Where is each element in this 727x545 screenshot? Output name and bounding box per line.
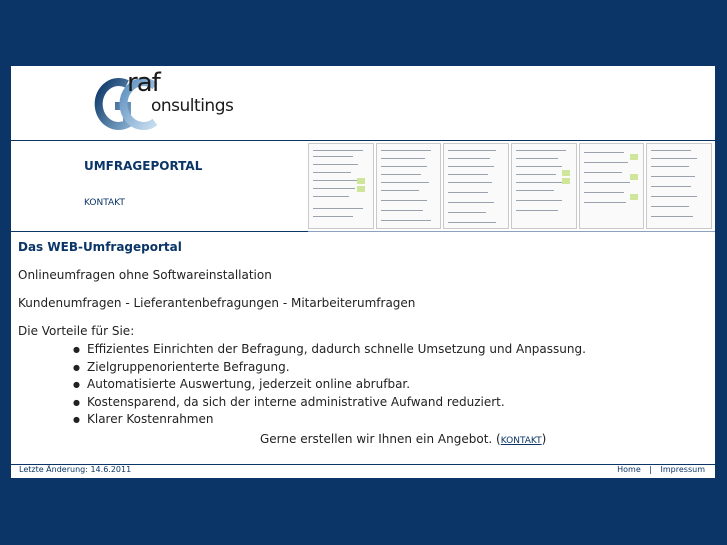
offer-kontakt-link[interactable]: KONTAKT bbox=[500, 435, 542, 446]
survey-thumbnail bbox=[308, 143, 374, 229]
portal-title: UMFRAGEPORTAL bbox=[84, 159, 203, 173]
advantages-label: Die Vorteile für Sie: bbox=[18, 324, 135, 338]
survey-thumbnail bbox=[443, 143, 509, 229]
impressum-link[interactable]: Impressum bbox=[660, 465, 705, 474]
logo-text-raf: raf bbox=[127, 68, 160, 98]
survey-thumbnail bbox=[511, 143, 577, 229]
kontakt-link[interactable]: KONTAKT bbox=[84, 198, 125, 208]
survey-thumbnail bbox=[646, 143, 712, 229]
footer bbox=[11, 465, 715, 478]
last-change: Letzte Änderung: 14.6.2011 bbox=[19, 465, 132, 474]
list-item: ● Zielgruppenorienterte Befragung. bbox=[87, 359, 708, 377]
nav-band bbox=[11, 141, 715, 231]
home-link[interactable]: Home bbox=[617, 465, 641, 474]
footer-links bbox=[611, 465, 705, 474]
footer-separator: | bbox=[649, 465, 652, 474]
offer-text: Gerne erstellen wir Ihnen ein Angebot. ( bbox=[260, 431, 501, 446]
page-container bbox=[11, 66, 715, 478]
list-item: ● Automatisierte Auswertung, jederzeit online abrufbar. bbox=[87, 376, 708, 394]
advantages-list bbox=[18, 341, 708, 429]
main-content bbox=[18, 240, 708, 446]
survey-thumbnail bbox=[579, 143, 645, 229]
divider bbox=[11, 231, 308, 232]
survey-thumbnails bbox=[308, 143, 712, 229]
list-item: ● Kostensparend, da sich der interne administrative Aufwand reduziert. bbox=[87, 394, 708, 412]
list-item: ● Effizientes Einrichten der Befragung, dadurch schnelle Umsetzung und Anpassung. bbox=[87, 341, 708, 359]
intro-line: Onlineumfragen ohne Softwareinstallation bbox=[18, 268, 272, 282]
header bbox=[11, 66, 715, 140]
survey-types-line: Kundenumfragen - Lieferantenbefragungen - Mitarbeiterumfragen bbox=[18, 296, 416, 310]
logo-text-onsultings: onsultings bbox=[151, 96, 234, 116]
list-item: ● Klarer Kostenrahmen bbox=[87, 411, 708, 429]
divider bbox=[308, 231, 715, 232]
offer-line bbox=[18, 432, 708, 446]
survey-thumbnail bbox=[376, 143, 442, 229]
page-heading: Das WEB-Umfrageportal bbox=[18, 240, 182, 254]
offer-close: ) bbox=[541, 431, 547, 446]
